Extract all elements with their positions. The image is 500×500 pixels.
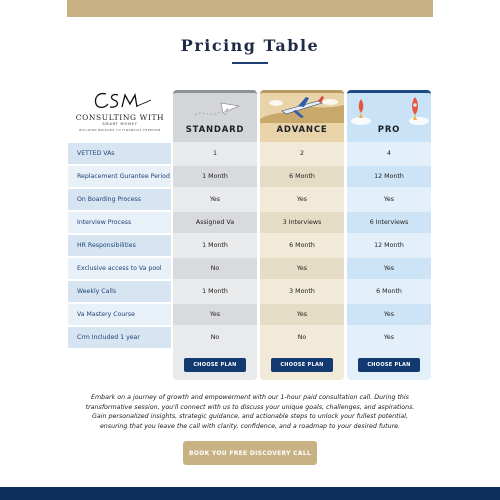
cell-advance-onboarding: Yes [296,196,308,203]
cell-advance-mastery-course: Yes [260,304,344,325]
row-label-exclusive-access: Exclusive access to Va pool [68,258,171,279]
row-label-weekly-calls: Weekly Calls [68,281,171,302]
consultation-description: Embark on a journey of growth and empowerment with our 1-hour paid consultation call. During this transformative session, you'll connect with us to discuss your unique goals, challenges, and aspirations. Gain personalized insights, strategic guidance, and actionable steps to unlock your fullest potential, ensuring that you leave the call with clarity, confidence, and a roadmap to your desired future. [85,394,415,430]
logo-tagline: BUILDING BRIDGES TO FINANCIAL FREEDOM [79,128,161,132]
cell-advance-vetted-vas: 2 [299,150,304,157]
cell-standard-exclusive-access: No [173,258,257,279]
row-label-vetted-vas: VETTED VAs [68,143,171,164]
book-discovery-call-button[interactable]: BOOK YOU FREE DISCOVERY CALL [183,441,317,465]
cell-pro-vetted-vas: 4 [386,150,391,157]
row-label-replacement-period: Replacement Gurantee Period [68,166,171,187]
choose-plan-pro-button[interactable]: CHOOSE PLAN [358,358,420,372]
logo-main-text: CONSULTING WITH [75,113,165,122]
logo-sub-text: SMART MONEY [102,122,138,126]
plan-header-advance [260,90,344,142]
cell-advance-weekly-calls: 3 Month [289,288,315,295]
cell-pro-replacement-period: 12 Month [347,166,431,187]
logo-script-mark [92,90,152,112]
cell-standard-replacement-period: 1 Month [173,166,257,187]
cell-standard-vetted-vas: 1 [212,150,217,157]
plan-name-standard: STANDARD [185,125,245,135]
cell-standard-mastery-course: Yes [173,304,257,325]
row-label-interview: Interview Process [68,212,171,233]
row-label-crm: Crm Included 1 year [68,327,171,348]
cell-pro-mastery-course: Yes [347,304,431,325]
page-title: Pricing Table [180,36,320,55]
row-label-hr: HR Responsibilities [68,235,171,256]
cell-standard-hr: 1 Month [202,242,228,249]
brand-logo [68,90,172,138]
cell-pro-hr: 12 Month [374,242,404,249]
plan-name-advance: ADVANCE [276,125,328,135]
cell-standard-interview: Assigned Va [173,212,257,233]
cell-pro-exclusive-access: Yes [347,258,431,279]
cell-pro-weekly-calls: 6 Month [376,288,402,295]
cell-advance-hr: 6 Month [289,242,315,249]
cell-pro-interview: 6 Interviews [347,212,431,233]
plan-header-standard [173,90,257,142]
cell-advance-crm: No [297,334,307,341]
cell-pro-crm: Yes [383,334,395,341]
cell-pro-onboarding: Yes [383,196,395,203]
plan-name-pro: PRO [377,125,401,135]
bottom-accent-bar [0,487,500,500]
plan-header-pro [347,90,431,142]
cell-standard-onboarding: Yes [209,196,221,203]
cell-advance-exclusive-access: Yes [260,258,344,279]
cell-advance-replacement-period: 6 Month [260,166,344,187]
cell-advance-interview: 3 Interviews [260,212,344,233]
row-label-mastery-course: Va Mastery Course [68,304,171,325]
row-label-onboarding: On Boarding Process [68,189,171,210]
choose-plan-advance-button[interactable]: CHOOSE PLAN [271,358,333,372]
cell-standard-crm: No [210,334,220,341]
title-underline [232,62,268,64]
cell-standard-weekly-calls: 1 Month [202,288,228,295]
top-accent-bar [67,0,433,17]
choose-plan-standard-button[interactable]: CHOOSE PLAN [184,358,246,372]
